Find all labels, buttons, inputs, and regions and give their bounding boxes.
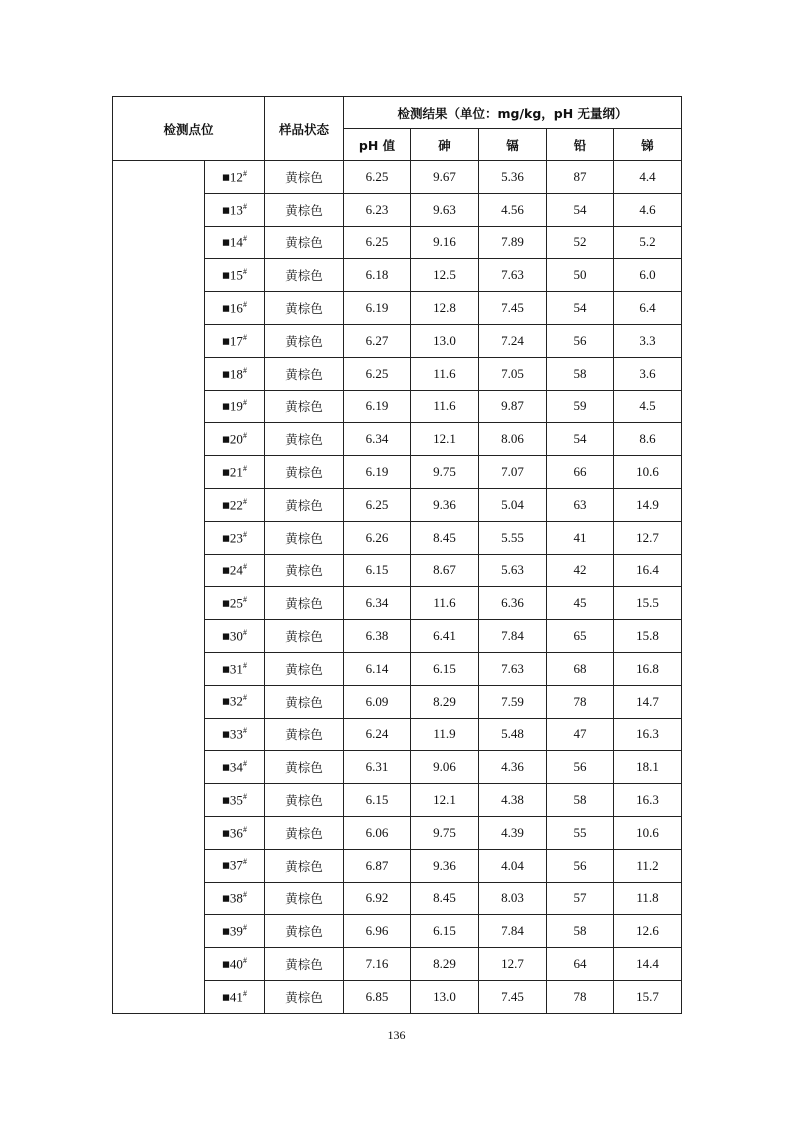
point-id-cell xyxy=(205,816,265,849)
point-id: ■40 xyxy=(222,956,243,972)
lead-cell: 58 xyxy=(547,915,614,948)
sample-state-cell: 黄棕色 xyxy=(265,423,344,456)
ph-cell: 6.19 xyxy=(344,456,411,489)
lead-cell: 66 xyxy=(547,456,614,489)
ph-cell: 6.87 xyxy=(344,849,411,882)
sample-state-cell: 黄棕色 xyxy=(265,390,344,423)
header-sample-state: 样品状态 xyxy=(265,97,344,161)
ph-cell: 6.23 xyxy=(344,193,411,226)
header-cadmium: 镉 xyxy=(479,129,547,161)
header-lead: 铅 xyxy=(547,129,614,161)
cadmium-cell: 5.04 xyxy=(479,488,547,521)
point-id: ■30 xyxy=(222,628,243,644)
cadmium-cell: 4.56 xyxy=(479,193,547,226)
arsenic-cell: 8.29 xyxy=(411,685,479,718)
point-id-cell xyxy=(205,948,265,981)
ph-cell: 7.16 xyxy=(344,948,411,981)
header-antimony: 锑 xyxy=(614,129,682,161)
sample-state-cell: 黄棕色 xyxy=(265,718,344,751)
sample-state-cell: 黄棕色 xyxy=(265,849,344,882)
lead-cell: 87 xyxy=(547,161,614,194)
cadmium-cell: 7.63 xyxy=(479,652,547,685)
cadmium-cell: 8.03 xyxy=(479,882,547,915)
point-id-mark: # xyxy=(242,562,247,572)
antimony-cell: 6.0 xyxy=(614,259,682,292)
sample-state-cell: 黄棕色 xyxy=(265,784,344,817)
point-id: ■20 xyxy=(222,431,243,447)
sample-state-cell: 黄棕色 xyxy=(265,685,344,718)
ph-cell: 6.15 xyxy=(344,784,411,817)
point-id: ■34 xyxy=(222,759,243,775)
point-id-cell xyxy=(205,456,265,489)
lead-cell: 41 xyxy=(547,521,614,554)
antimony-cell: 4.5 xyxy=(614,390,682,423)
arsenic-cell: 9.36 xyxy=(411,488,479,521)
cadmium-cell: 7.45 xyxy=(479,980,547,1013)
ph-cell: 6.09 xyxy=(344,685,411,718)
point-id: ■14 xyxy=(222,234,243,250)
antimony-cell: 16.8 xyxy=(614,652,682,685)
point-id: ■19 xyxy=(222,398,243,414)
sample-state-cell: 黄棕色 xyxy=(265,948,344,981)
lead-cell: 54 xyxy=(547,193,614,226)
point-id-cell xyxy=(205,685,265,718)
results-table xyxy=(112,96,682,1014)
lead-cell: 78 xyxy=(547,685,614,718)
point-id-mark: # xyxy=(242,791,247,801)
sample-state-cell: 黄棕色 xyxy=(265,816,344,849)
point-id-mark: # xyxy=(242,759,247,769)
point-id-mark: # xyxy=(242,857,247,867)
sample-state-cell: 黄棕色 xyxy=(265,980,344,1013)
point-id: ■39 xyxy=(222,923,243,939)
point-id: ■18 xyxy=(222,365,243,381)
antimony-cell: 15.5 xyxy=(614,587,682,620)
sample-state-cell: 黄棕色 xyxy=(265,324,344,357)
sample-state-cell: 黄棕色 xyxy=(265,161,344,194)
point-id-cell xyxy=(205,652,265,685)
point-id-cell xyxy=(205,620,265,653)
point-id-mark: # xyxy=(242,923,247,933)
point-id: ■23 xyxy=(222,529,243,545)
lead-cell: 59 xyxy=(547,390,614,423)
cadmium-cell: 5.36 xyxy=(479,161,547,194)
point-id-cell xyxy=(205,784,265,817)
antimony-cell: 4.6 xyxy=(614,193,682,226)
point-id-cell xyxy=(205,849,265,882)
point-id-cell xyxy=(205,882,265,915)
sample-state-cell: 黄棕色 xyxy=(265,357,344,390)
lead-cell: 45 xyxy=(547,587,614,620)
lead-cell: 78 xyxy=(547,980,614,1013)
point-id-cell xyxy=(205,587,265,620)
lead-cell: 58 xyxy=(547,784,614,817)
arsenic-cell: 11.6 xyxy=(411,587,479,620)
sample-state-cell: 黄棕色 xyxy=(265,292,344,325)
sample-state-cell: 黄棕色 xyxy=(265,652,344,685)
point-id-mark: # xyxy=(242,955,247,965)
arsenic-cell: 8.45 xyxy=(411,882,479,915)
ph-cell: 6.18 xyxy=(344,259,411,292)
antimony-cell: 14.4 xyxy=(614,948,682,981)
point-id: ■38 xyxy=(222,890,243,906)
antimony-cell: 6.4 xyxy=(614,292,682,325)
antimony-cell: 8.6 xyxy=(614,423,682,456)
arsenic-cell: 9.75 xyxy=(411,456,479,489)
header-location: 检测点位 xyxy=(113,97,265,161)
point-id-cell xyxy=(205,357,265,390)
antimony-cell: 3.6 xyxy=(614,357,682,390)
point-id-mark: # xyxy=(242,824,247,834)
ph-cell: 6.14 xyxy=(344,652,411,685)
table-body xyxy=(113,161,682,1014)
arsenic-cell: 13.0 xyxy=(411,324,479,357)
arsenic-cell: 12.5 xyxy=(411,259,479,292)
point-id-mark: # xyxy=(242,496,247,506)
point-id: ■24 xyxy=(222,562,243,578)
ph-cell: 6.24 xyxy=(344,718,411,751)
point-id: ■13 xyxy=(222,201,243,217)
point-id-cell xyxy=(205,193,265,226)
cadmium-cell: 4.04 xyxy=(479,849,547,882)
ph-cell: 6.06 xyxy=(344,816,411,849)
point-id-mark: # xyxy=(242,627,247,637)
point-id-cell xyxy=(205,324,265,357)
lead-cell: 47 xyxy=(547,718,614,751)
lead-cell: 42 xyxy=(547,554,614,587)
cadmium-cell: 4.39 xyxy=(479,816,547,849)
point-id-mark: # xyxy=(242,431,247,441)
antimony-cell: 11.2 xyxy=(614,849,682,882)
arsenic-cell: 12.1 xyxy=(411,423,479,456)
point-id: ■22 xyxy=(222,497,243,513)
cadmium-cell: 7.84 xyxy=(479,620,547,653)
point-id: ■16 xyxy=(222,300,243,316)
antimony-cell: 10.6 xyxy=(614,456,682,489)
antimony-cell: 16.3 xyxy=(614,718,682,751)
cadmium-cell: 6.36 xyxy=(479,587,547,620)
point-id-cell xyxy=(205,980,265,1013)
point-id: ■25 xyxy=(222,595,243,611)
cadmium-cell: 4.36 xyxy=(479,751,547,784)
lead-cell: 52 xyxy=(547,226,614,259)
sample-state-cell: 黄棕色 xyxy=(265,915,344,948)
sample-state-cell: 黄棕色 xyxy=(265,882,344,915)
antimony-cell: 12.7 xyxy=(614,521,682,554)
ph-cell: 6.85 xyxy=(344,980,411,1013)
page-number: 136 xyxy=(387,1028,406,1042)
point-id-mark: # xyxy=(242,299,247,309)
point-id-cell xyxy=(205,521,265,554)
cadmium-cell: 8.06 xyxy=(479,423,547,456)
sample-state-cell: 黄棕色 xyxy=(265,751,344,784)
point-id-mark: # xyxy=(242,726,247,736)
header-ph: pH 值 xyxy=(344,129,411,161)
sample-state-cell: 黄棕色 xyxy=(265,554,344,587)
lead-cell: 65 xyxy=(547,620,614,653)
point-id-mark: # xyxy=(242,660,247,670)
arsenic-cell: 12.8 xyxy=(411,292,479,325)
arsenic-cell: 9.67 xyxy=(411,161,479,194)
ph-cell: 6.25 xyxy=(344,161,411,194)
point-id: ■31 xyxy=(222,661,243,677)
sample-state-cell: 黄棕色 xyxy=(265,226,344,259)
point-id-cell xyxy=(205,488,265,521)
arsenic-cell: 11.6 xyxy=(411,390,479,423)
arsenic-cell: 11.6 xyxy=(411,357,479,390)
sample-state-cell: 黄棕色 xyxy=(265,587,344,620)
cadmium-cell: 7.07 xyxy=(479,456,547,489)
location-group-cell xyxy=(113,161,205,1014)
arsenic-cell: 8.45 xyxy=(411,521,479,554)
point-id-mark: # xyxy=(242,234,247,244)
antimony-cell: 11.8 xyxy=(614,882,682,915)
cadmium-cell: 5.63 xyxy=(479,554,547,587)
arsenic-cell: 9.06 xyxy=(411,751,479,784)
sample-state-cell: 黄棕色 xyxy=(265,259,344,292)
lead-cell: 57 xyxy=(547,882,614,915)
point-id: ■32 xyxy=(222,693,243,709)
ph-cell: 6.15 xyxy=(344,554,411,587)
point-id-cell xyxy=(205,718,265,751)
point-id-mark: # xyxy=(242,168,247,178)
cadmium-cell: 9.87 xyxy=(479,390,547,423)
arsenic-cell: 9.75 xyxy=(411,816,479,849)
arsenic-cell: 11.9 xyxy=(411,718,479,751)
arsenic-cell: 9.63 xyxy=(411,193,479,226)
point-id-mark: # xyxy=(242,267,247,277)
point-id-mark: # xyxy=(242,398,247,408)
point-id-cell xyxy=(205,161,265,194)
ph-cell: 6.34 xyxy=(344,423,411,456)
arsenic-cell: 9.16 xyxy=(411,226,479,259)
arsenic-cell: 9.36 xyxy=(411,849,479,882)
antimony-cell: 15.8 xyxy=(614,620,682,653)
point-id: ■17 xyxy=(222,333,243,349)
point-id-mark: # xyxy=(242,988,247,998)
lead-cell: 56 xyxy=(547,751,614,784)
lead-cell: 64 xyxy=(547,948,614,981)
lead-cell: 68 xyxy=(547,652,614,685)
header-results: 检测结果（单位：mg/kg，pH 无量纲） xyxy=(344,97,682,129)
point-id: ■21 xyxy=(222,464,243,480)
point-id: ■15 xyxy=(222,267,243,283)
arsenic-cell: 12.1 xyxy=(411,784,479,817)
point-id-mark: # xyxy=(242,365,247,375)
point-id-mark: # xyxy=(242,463,247,473)
sample-state-cell: 黄棕色 xyxy=(265,456,344,489)
cadmium-cell: 7.59 xyxy=(479,685,547,718)
antimony-cell: 16.3 xyxy=(614,784,682,817)
lead-cell: 63 xyxy=(547,488,614,521)
arsenic-cell: 6.15 xyxy=(411,915,479,948)
cadmium-cell: 5.48 xyxy=(479,718,547,751)
point-id: ■37 xyxy=(222,857,243,873)
point-id-mark: # xyxy=(242,332,247,342)
point-id-cell xyxy=(205,390,265,423)
sample-state-cell: 黄棕色 xyxy=(265,620,344,653)
antimony-cell: 12.6 xyxy=(614,915,682,948)
antimony-cell: 15.7 xyxy=(614,980,682,1013)
cadmium-cell: 5.55 xyxy=(479,521,547,554)
header-arsenic: 砷 xyxy=(411,129,479,161)
antimony-cell: 14.7 xyxy=(614,685,682,718)
lead-cell: 58 xyxy=(547,357,614,390)
lead-cell: 55 xyxy=(547,816,614,849)
ph-cell: 6.25 xyxy=(344,357,411,390)
lead-cell: 54 xyxy=(547,423,614,456)
point-id-cell xyxy=(205,226,265,259)
antimony-cell: 4.4 xyxy=(614,161,682,194)
antimony-cell: 10.6 xyxy=(614,816,682,849)
ph-cell: 6.92 xyxy=(344,882,411,915)
lead-cell: 54 xyxy=(547,292,614,325)
sample-state-cell: 黄棕色 xyxy=(265,488,344,521)
point-id: ■12 xyxy=(222,169,243,185)
point-id-mark: # xyxy=(242,890,247,900)
cadmium-cell: 12.7 xyxy=(479,948,547,981)
point-id: ■35 xyxy=(222,792,243,808)
ph-cell: 6.19 xyxy=(344,390,411,423)
point-id-cell xyxy=(205,554,265,587)
cadmium-cell: 7.05 xyxy=(479,357,547,390)
lead-cell: 56 xyxy=(547,849,614,882)
ph-cell: 6.27 xyxy=(344,324,411,357)
antimony-cell: 16.4 xyxy=(614,554,682,587)
antimony-cell: 14.9 xyxy=(614,488,682,521)
point-id-mark: # xyxy=(242,693,247,703)
cadmium-cell: 7.63 xyxy=(479,259,547,292)
arsenic-cell: 6.15 xyxy=(411,652,479,685)
arsenic-cell: 13.0 xyxy=(411,980,479,1013)
point-id-cell xyxy=(205,915,265,948)
ph-cell: 6.25 xyxy=(344,226,411,259)
sample-state-cell: 黄棕色 xyxy=(265,193,344,226)
sample-state-cell: 黄棕色 xyxy=(265,521,344,554)
ph-cell: 6.19 xyxy=(344,292,411,325)
point-id-cell xyxy=(205,751,265,784)
point-id-mark: # xyxy=(242,595,247,605)
cadmium-cell: 7.89 xyxy=(479,226,547,259)
point-id: ■33 xyxy=(222,726,243,742)
point-id: ■41 xyxy=(222,988,243,1004)
ph-cell: 6.34 xyxy=(344,587,411,620)
point-id-cell xyxy=(205,259,265,292)
cadmium-cell: 7.45 xyxy=(479,292,547,325)
cadmium-cell: 7.24 xyxy=(479,324,547,357)
ph-cell: 6.26 xyxy=(344,521,411,554)
point-id-cell xyxy=(205,423,265,456)
lead-cell: 56 xyxy=(547,324,614,357)
point-id-mark: # xyxy=(242,529,247,539)
point-id: ■36 xyxy=(222,825,243,840)
ph-cell: 6.31 xyxy=(344,751,411,784)
point-id-cell xyxy=(205,292,265,325)
cadmium-cell: 4.38 xyxy=(479,784,547,817)
ph-cell: 6.96 xyxy=(344,915,411,948)
table-row xyxy=(113,161,682,194)
arsenic-cell: 8.29 xyxy=(411,948,479,981)
arsenic-cell: 8.67 xyxy=(411,554,479,587)
ph-cell: 6.25 xyxy=(344,488,411,521)
lead-cell: 50 xyxy=(547,259,614,292)
arsenic-cell: 6.41 xyxy=(411,620,479,653)
antimony-cell: 3.3 xyxy=(614,324,682,357)
cadmium-cell: 7.84 xyxy=(479,915,547,948)
point-id-mark: # xyxy=(242,201,247,211)
antimony-cell: 18.1 xyxy=(614,751,682,784)
ph-cell: 6.38 xyxy=(344,620,411,653)
antimony-cell: 5.2 xyxy=(614,226,682,259)
